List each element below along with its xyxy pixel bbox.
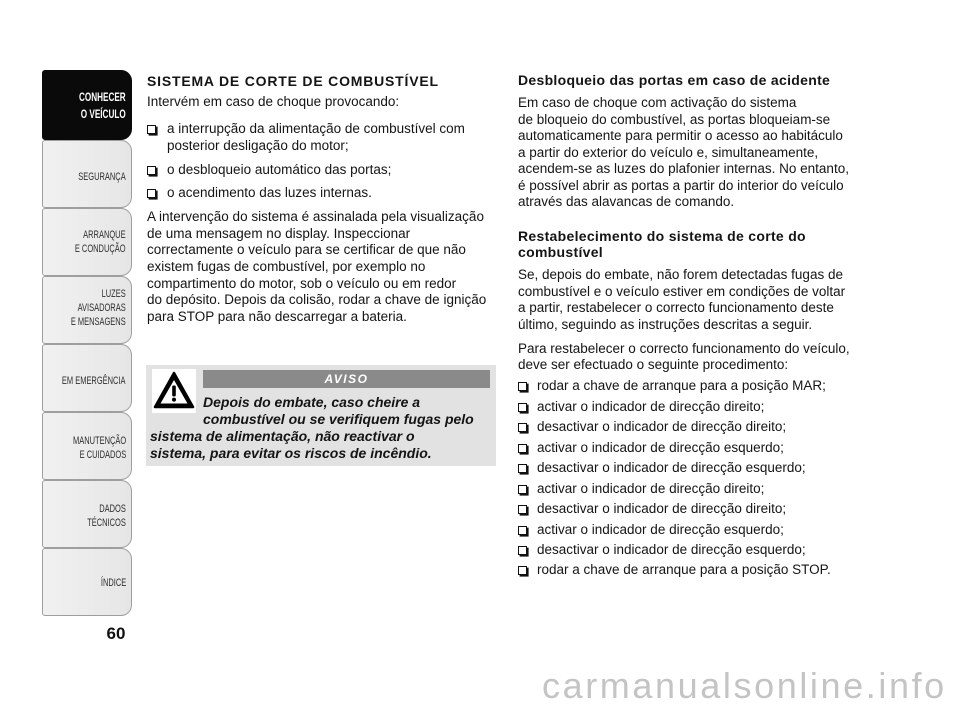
section-heading: SISTEMA DE CORTE DE COMBUSTÍVEL xyxy=(147,73,439,89)
paragraph-line: compartimento do motor, sob o veículo ou em redor xyxy=(147,276,457,291)
step-text: desactivar o indicador de direcção direito; xyxy=(537,419,787,434)
bullet-text: posterior desligação do motor; xyxy=(167,138,349,153)
square-bullet-icon xyxy=(518,382,527,391)
paragraph-line: existem fugas de combustível, por exemplo no xyxy=(147,259,426,274)
tab-label-line: CONHECER xyxy=(79,90,126,104)
step-text: activar o indicador de direcção direito; xyxy=(537,399,765,414)
step-text: desactivar o indicador de direcção esquerdo; xyxy=(537,542,806,557)
tab-label-line: ÍNDICE xyxy=(100,577,126,589)
tab-label xyxy=(73,434,126,462)
paragraph-line: a partir, restabelecer o correcto funcionamento deste xyxy=(518,300,834,315)
bullet-text: o acendimento das luzes internas. xyxy=(167,185,372,200)
warning-text-line: Depois do embate, caso cheire a xyxy=(203,394,421,410)
tab-label-line: ARRANQUE xyxy=(83,229,126,241)
section-heading: Restabelecimento do sistema de corte do xyxy=(518,228,806,244)
square-bullet-icon xyxy=(518,423,527,432)
step-text: rodar a chave de arranque para a posição MAR; xyxy=(537,378,826,393)
step-text: activar o indicador de direcção esquerdo; xyxy=(537,522,784,537)
square-bullet-icon xyxy=(518,403,527,412)
step-text: rodar a chave de arranque para a posição STOP. xyxy=(537,562,831,577)
tab-label xyxy=(62,374,126,388)
tab-label-line: E MENSAGENS xyxy=(71,316,126,328)
paragraph-line: é possível abrir as portas a partir do interior do veículo xyxy=(518,178,844,193)
page-number: 60 xyxy=(106,624,126,643)
tab-dados-tecnicos[interactable] xyxy=(42,480,132,548)
paragraph-line: Se, depois do embate, não forem detectadas fugas de xyxy=(518,267,843,282)
bullet-text: o desbloqueio automático das portas; xyxy=(167,162,392,177)
warning-label: AVISO xyxy=(203,370,490,388)
watermark: carmanualsonline.info xyxy=(542,665,947,706)
tab-label-line: TÉCNICOS xyxy=(87,517,126,529)
square-bullet-icon xyxy=(518,444,527,453)
tab-label-line: SEGURANÇA xyxy=(78,171,126,183)
tab-label xyxy=(79,170,126,184)
tab-label-line: AVISADORAS xyxy=(77,302,126,314)
tab-label-line: O VEÍCULO xyxy=(81,107,126,121)
tab-arranque-e-conducao[interactable] xyxy=(42,208,132,276)
paragraph-line: de bloqueio do combustível, as portas bloqueiam-se xyxy=(518,112,831,127)
tab-label xyxy=(75,228,126,256)
paragraph-line: acendem-se as luzes do plafonier internas. No entanto, xyxy=(518,161,849,176)
tab-luzes-avisadoras[interactable] xyxy=(42,276,132,344)
step-text: activar o indicador de direcção direito; xyxy=(537,481,765,496)
warning-text-line: sistema, para evitar os riscos de incêndio. xyxy=(150,445,432,461)
tab-label xyxy=(87,502,126,530)
square-bullet-icon xyxy=(518,546,527,555)
square-bullet-icon xyxy=(518,505,527,514)
warning-triangle-icon xyxy=(152,369,196,413)
paragraph-line: para STOP para não descarregar a bateria. xyxy=(147,309,407,324)
section-heading: Desbloqueio das portas em caso de acidente xyxy=(518,72,831,88)
tab-em-emergencia[interactable] xyxy=(42,344,132,412)
paragraph-line: Para restabelecer o correcto funcionamento do veículo, xyxy=(518,341,850,356)
tab-label-line: EM EMERGÊNCIA xyxy=(62,375,126,387)
step-text: desactivar o indicador de direcção esquerdo; xyxy=(537,460,806,475)
square-bullet-icon xyxy=(518,485,527,494)
square-bullet-icon xyxy=(147,189,156,198)
tab-label-line: E CONDUÇÃO xyxy=(75,243,126,255)
paragraph-line: automaticamente para permitir o acesso ao habitáculo xyxy=(518,128,843,143)
paragraph-line: A intervenção do sistema é assinalada pela visualização xyxy=(147,209,484,224)
square-bullet-icon xyxy=(518,526,527,535)
tab-label-line: E CUIDADOS xyxy=(79,449,126,461)
tab-indice[interactable] xyxy=(42,548,132,616)
tab-seguranca[interactable] xyxy=(42,140,132,208)
square-bullet-icon xyxy=(147,125,156,134)
step-text: activar o indicador de direcção esquerdo; xyxy=(537,440,784,455)
tab-label xyxy=(71,287,126,329)
tab-conhecer-o-veiculo[interactable] xyxy=(42,70,132,140)
tab-label-line: MANUTENÇÃO xyxy=(72,435,126,447)
tab-manutencao[interactable] xyxy=(42,412,132,480)
tab-label-line: DADOS xyxy=(99,503,126,515)
warning-text-line: combustível ou se verifiquem fugas pelo xyxy=(203,411,474,427)
bullet-text: a interrupção da alimentação de combustível com xyxy=(167,121,465,136)
tab-label xyxy=(101,576,126,590)
paragraph-line: correctamente o veículo para se certificar de que não xyxy=(147,242,466,257)
square-bullet-icon xyxy=(518,464,527,473)
intro-text: Intervém em caso de choque provocando: xyxy=(147,94,400,109)
paragraph-line: Em caso de choque com activação do sistema xyxy=(518,95,797,110)
paragraph-line: do depósito. Depois da colisão, rodar a chave de ignição xyxy=(147,292,487,307)
paragraph-line: através das alavancas de comando. xyxy=(518,194,735,209)
paragraph-line: a partir do exterior do veículo e, simultaneamente, xyxy=(518,145,819,160)
paragraph-line: de uma mensagem no display. Inspeccionar xyxy=(147,226,411,241)
square-bullet-icon xyxy=(147,166,156,175)
paragraph-line: deve ser efectuado o seguinte procedimento: xyxy=(518,357,789,372)
warning-text-line: sistema de alimentação, não reactivar o xyxy=(150,428,415,444)
square-bullet-icon xyxy=(518,566,527,575)
section-heading: combustível xyxy=(518,244,603,260)
paragraph-line: combustível e o veículo estiver em condições de voltar xyxy=(518,284,846,299)
step-text: desactivar o indicador de direcção direito; xyxy=(537,501,787,516)
paragraph-line: último, seguindo as instruções descritas a seguir. xyxy=(518,317,813,332)
tab-label xyxy=(79,89,126,123)
tab-label-line: LUZES xyxy=(101,288,126,300)
